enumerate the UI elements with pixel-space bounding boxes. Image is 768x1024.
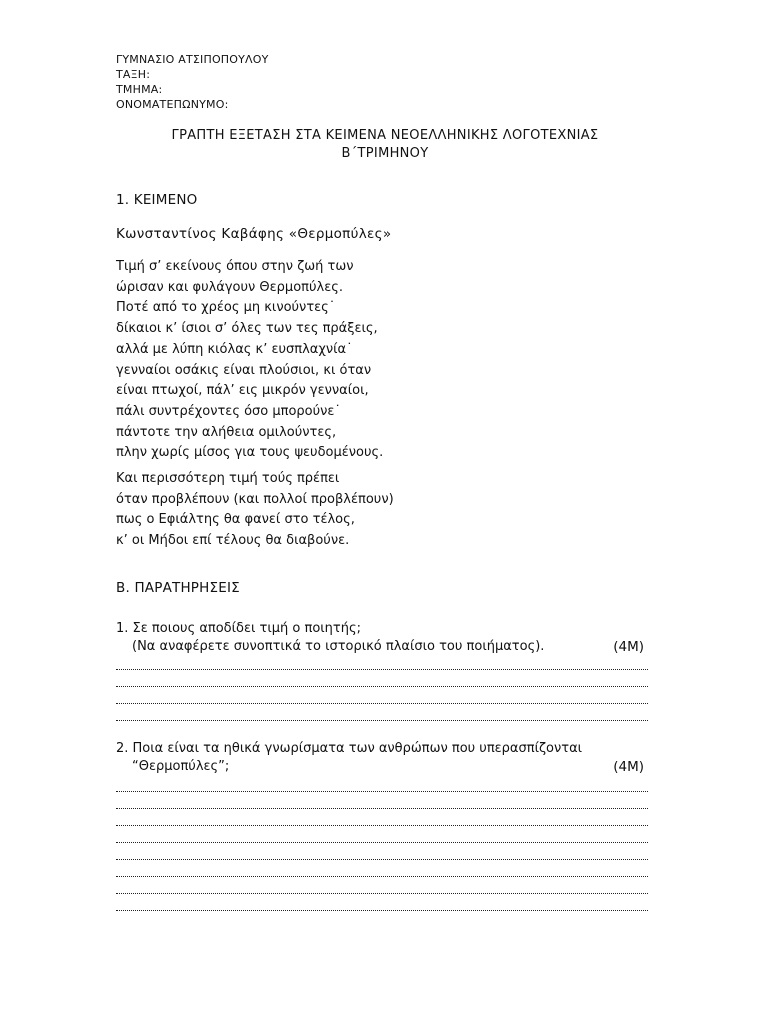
exam-title-line-2: Β΄ΤΡΙΜΗΝΟΥ <box>341 146 429 161</box>
poem-verse: πλην χωρίς μίσος για τους ψευδομένους. <box>116 445 384 461</box>
answer-line[interactable] <box>116 670 648 687</box>
poem-verse: Τιμή σ’ εκείνους όπου στην ζωή των <box>116 259 354 274</box>
poem-verse: όταν προβλέπουν (και πολλοί προβλέπουν) <box>116 491 394 507</box>
class-field-label: ΤΑΞΗ: <box>116 68 151 81</box>
poem-verse: Ποτέ από το χρέος μη κινούντες˙ <box>116 300 336 316</box>
question-1-text: 1. Σε ποιους αποδίδει τιμή ο ποιητής; <box>116 621 361 636</box>
poem-verse: είναι πτωχοί, πάλ’ εις μικρόν γενναίοι, <box>116 383 369 399</box>
question-2-answer-area[interactable] <box>116 775 648 911</box>
answer-line[interactable] <box>116 792 648 809</box>
poem-verse: δίκαιοι κ’ ίσιοι σ’ όλες των τες πράξεις, <box>116 321 378 337</box>
section-1-heading: 1. ΚΕΙΜΕΝΟ <box>116 192 198 208</box>
question-2-subtext-row <box>116 758 648 776</box>
name-field-label: ΟΝΟΜΑΤΕΠΩΝΥΜΟ: <box>116 98 229 111</box>
section-b-heading: Β. ΠΑΡΑΤΗΡΗΣΕΙΣ <box>116 580 240 596</box>
poem-stanza-1 <box>116 257 383 464</box>
answer-line[interactable] <box>116 653 648 670</box>
poem-verse: αλλά με λύπη κιόλας κ’ ευσπλαχνία˙ <box>116 341 353 357</box>
question-1 <box>116 620 648 656</box>
answer-line[interactable] <box>116 860 648 877</box>
question-2-points: (4Μ) <box>613 759 644 775</box>
question-2-subtext: “Θερμοπύλες”; <box>132 759 230 774</box>
poem-verse: πως ο Εφιάλτης θα φανεί στο τέλος, <box>116 512 355 528</box>
question-1-subtext: (Να αναφέρετε συνοπτικά το ιστορικό πλαίσιο του ποιήματος). <box>132 639 545 654</box>
poem-stanza-2 <box>116 469 394 552</box>
exam-title-line-1: ΓΡΑΠΤΗ ΕΞΕΤΑΣΗ ΣΤΑ ΚΕΙΜΕΝΑ ΝΕΟΕΛΛΗΝΙΚΗΣ ΛΟΓΟΤΕΧΝΙΑΣ <box>171 128 599 143</box>
answer-line[interactable] <box>116 826 648 843</box>
answer-line[interactable] <box>116 775 648 792</box>
poem-verse: Και περισσότερη τιμή τούς πρέπει <box>116 471 340 486</box>
answer-line[interactable] <box>116 877 648 894</box>
poem-verse: ώρισαν και φυλάγουν Θερμοπύλες. <box>116 279 343 295</box>
poem-verse: γενναίοι οσάκις είναι πλούσιοι, κι όταν <box>116 362 372 378</box>
poem-author-title: Κωνσταντίνος Καβάφης «Θερμοπύλες» <box>116 226 392 242</box>
school-name: ΓΥΜΝΑΣΙΟ ΑΤΣΙΠΟΠΟΥΛΟΥ <box>116 53 269 66</box>
poem-verse: κ’ οι Μήδοι επί τέλους θα διαβούνε. <box>116 533 350 549</box>
answer-line[interactable] <box>116 809 648 826</box>
question-1-answer-area[interactable] <box>116 653 648 721</box>
poem-verse: πάντοτε την αλήθεια ομιλούντες, <box>116 424 337 440</box>
answer-line[interactable] <box>116 687 648 704</box>
question-1-points: (4Μ) <box>613 639 644 655</box>
exam-title <box>100 127 670 163</box>
answer-line[interactable] <box>116 704 648 721</box>
question-2-text: 2. Ποια είναι τα ηθικά γνωρίσματα των ανθρώπων που υπερασπίζονται <box>116 741 583 756</box>
answer-line[interactable] <box>116 894 648 911</box>
poem-verse: πάλι συντρέχοντες όσο μπορούνε˙ <box>116 403 341 419</box>
section-field-label: ΤΜΗΜΑ: <box>116 83 163 96</box>
question-2 <box>116 740 648 776</box>
answer-line[interactable] <box>116 843 648 860</box>
student-header <box>116 52 269 112</box>
